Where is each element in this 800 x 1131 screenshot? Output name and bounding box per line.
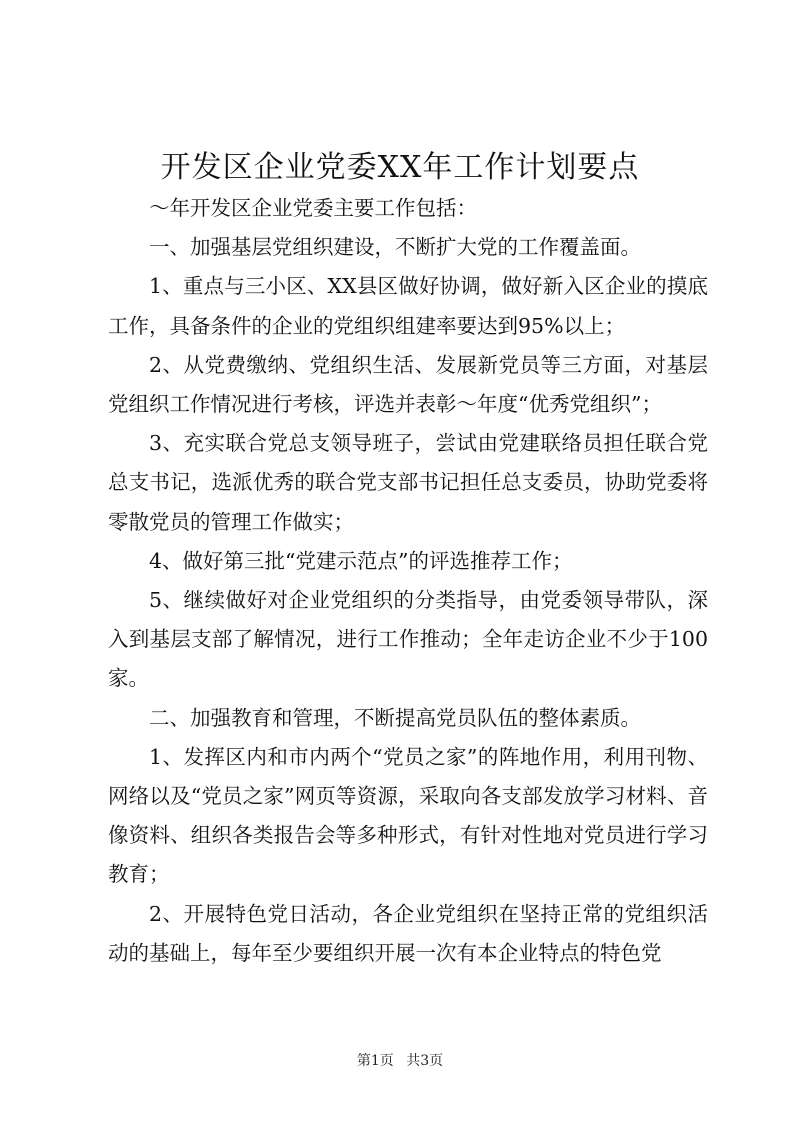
paragraph: 1、发挥区内和市内两个“党员之家”的阵地作用，利用刊物、网络以及“党员之家”网页等资源，采取向各支部发放学习材料、音像资料、组织各类报告会等多种形式，有针对性地对党员进行学习教育； [108, 744, 708, 887]
paragraph: ～年开发区企业党委主要工作包括： [149, 196, 477, 220]
paragraph: 二、加强教育和管理，不断提高党员队伍的整体素质。 [149, 705, 641, 730]
paragraph: 1、重点与三小区、XX县区做好协调，做好新入区企业的摸底工作，具备条件的企业的党组织组建率要达到95%以上； [108, 274, 708, 338]
paragraph: 5、继续做好对企业党组织的分类指导，由党委领导带队，深入到基层支部了解情况，进行工作推动；全年走访企业不少于100家。 [108, 588, 708, 691]
document-body [108, 189, 708, 973]
page-footer [0, 1050, 800, 1070]
paragraph: 2、从党费缴纳、党组织生活、发展新党员等三方面，对基层党组织工作情况进行考核，评选并表彰～年度“优秀党组织”； [108, 352, 708, 417]
page-total: 共3页 [406, 1053, 444, 1069]
paragraph: 4、做好第三批“党建示范点”的评选推荐工作； [149, 548, 573, 573]
page-number: 第1页 [356, 1053, 394, 1069]
page-title: 开发区企业党委XX年工作计划要点 [160, 150, 640, 185]
paragraph: 2、开展特色党日活动，各企业党组织在坚持正常的党组织活动的基础上，每年至少要组织开展一次有本企业特点的特色党 [108, 901, 708, 965]
paragraph: 一、加强基层党组织建设，不断扩大党的工作覆盖面。 [149, 235, 641, 260]
paragraph: 3、充实联合党总支领导班子，尝试由党建联络员担任联合党总支书记，选派优秀的联合党支部书记担任总支委员，协助党委将零散党员的管理工作做实； [108, 431, 708, 534]
